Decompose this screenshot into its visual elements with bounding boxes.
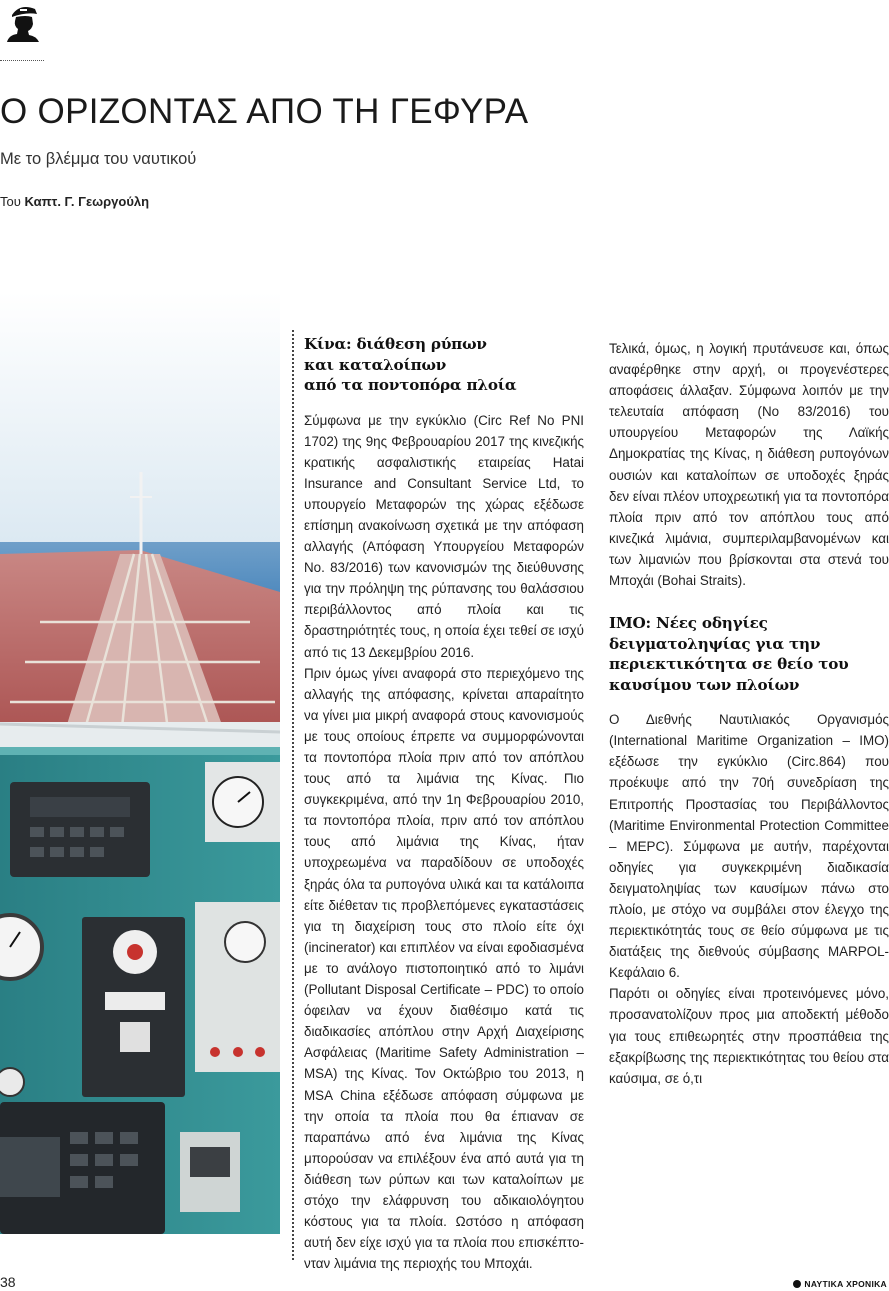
article-column-1: [304, 334, 584, 1274]
section-title: Ο ΟΡΙΖΟΝΤΑΣ ΑΠΟ ΤΗ ΓΕΦΥΡΑ: [0, 92, 529, 131]
article2-paragraph: Παρότι οι οδηγίες είναι προτεινόμενες μόνο, προσανατολίζουν προς μια αποδεκτή μέθοδο για τους επιθεωρητές στην προσπάθεια της εξακρίβωσης της περιεκτικότητας του θείου στα καύσιμα, σε ό,τι: [609, 986, 889, 1086]
page-number: 38: [0, 1274, 16, 1290]
brand-logo-icon: [793, 1280, 801, 1288]
brand-name: ΝΑΥΤΙΚΑ ΧΡΟΝΙΚΑ: [804, 1279, 887, 1289]
header-divider: [0, 60, 44, 61]
section-subtitle: Με το βλέμμα του ναυτικού: [0, 150, 197, 168]
ship-bridge-photo: [0, 292, 280, 1234]
article1-heading-line: από τα ποντοπόρα πλοία: [304, 376, 517, 394]
byline-prefix: Του: [0, 194, 21, 209]
article1-paragraph: Σύμφωνα με την εγκύκλιο (Circ Ref No PNI 1702) της 9ης Φεβρουαρίου 2017 της κινεζικής κρατικής ασφαλιστικής εταιρείας Hatai Insurance and Consultant Service Ltd, το υπουργείο Μεταφορών της χώρας εξέδωσε επίσημη ανακοίνωση σχετικά με την απόφαση αλλαγής (Απόφαση Υπουργείου Μεταφορών No. 83/2016) των κανονισμών της διεύθυνσης για την πρόληψη της ρύπανσης του θαλάσσιου περιβάλλοντος από πλοία και τις δραστηριότητές τους, η οποία έχει τεθεί σε ισχύ από τις 13 Δεκεμβρίου 2016.: [304, 412, 584, 660]
article1-paragraph: Πριν όμως γίνει αναφορά στο περιεχόμενο της αλλαγής της απόφασης, κρίνεται απαραίτητο να γίνει μια μικρή αναφορά στους κανονισμούς με τους οποίους έπρεπε να συμμορφώνονται τα ποντοπόρα πλοία πριν από τον απόπλου τους από τα λιμάνια της Κίνας. Πιο συγκεκριμένα, από την 1η Φεβρουαρίου 2010, τα ποντοπόρα πλοία, πριν από τον απόπλου τους από λιμάνια της Κίνας, ήταν υποχρεωμένα να παραδίδουν σε υποδοχές ξηράς όλα τα ρυπογόνα υλικά και τα κατάλοιπα είτε διέθεταν τις προβλεπόμενες εγκαταστάσεις για τη διαχείριση τους στο πλοίο είτε όχι (incinerator) και επιπλέον να είναι εφοδιασμένα με το ανάλογο πιστοποιητικό από το λιμάνι (Pollutant Disposal Certificate – PDC) το οποίο όφειλαν να έχουν διαθέσιμο κατά τις διαδικασίες απόπλου στην Αρχή Διαχείρισης Ασφάλειας (Maritime Safety Administration – MSA) της Κίνας. Τον Οκτώβριο του 2013, η MSA China εξέδωσε απόφαση σύμφωνα με την οποία τα πλοία που θα έπιαναν σε παραπάνω από ένα λιμάνια της Κίνας μπορούσαν να επιλέξουν ένα από αυτά για τη διάθεση των ρύπων και των καταλοίπων με στόχο την ελάφρυνση του αδικαιολόγητου κόστους για τα πλοία. Ωστόσο η απόφαση αυτή δεν είχε ισχύ για τα πλοία που επισκέπτονταν λιμάνια της περιοχής του Μποχάι.: [304, 665, 584, 1272]
article-column-2: [609, 338, 889, 1089]
article1-heading-line: και καταλοίπων: [304, 355, 447, 374]
byline-author: Καπτ. Γ. Γεωργούλη: [24, 194, 150, 209]
column-divider: [292, 330, 294, 1260]
article1-heading: [304, 334, 584, 396]
publication-brand: [793, 1279, 887, 1289]
article2-heading-line: ΙΜΟ: Νέες οδηγίες: [609, 614, 768, 633]
article1-heading-line: Κίνα: διάθεση ρύπων: [304, 335, 487, 353]
article2-heading-line: καυσίμου των πλοίων: [609, 675, 800, 694]
article1-paragraph: Τελικά, όμως, η λογική πρυτάνευσε και, όπως αναφέρθηκε στην αρχή, οι προγενέστερες αποφάσεις άλλαξαν. Σύμφωνα λοιπόν με την τελευταία απόφαση (No 83/2016) του υπουργείου Μεταφορών της Λαϊκής Δημοκρατίας της Κίνας, η διάθεση ρυπογόνων ουσιών και καταλοίπων σε υποδοχές ξηράς δεν είναι πλέον υποχρεωτική για τα ποντοπόρα πλοία πριν από τον απόπλου τους από κινεζικά λιμάνια, συμπεριλαμβανομένων και των λιμανιών που βρίσκονται στα στενά του Μποχάι (Bohai Straits).: [609, 341, 889, 589]
article2-heading-line: περιεκτικότητα σε θείο του: [609, 655, 849, 674]
article2-heading: [609, 613, 889, 695]
captain-silhouette-icon: [6, 2, 40, 42]
article2-paragraph: Ο Διεθνής Ναυτιλιακός Οργανισμός (International Maritime Organization – IMO) εξέδωσε την εγκύκλιο (Circ.864) που προέκυψε από την 70ή συνεδρίαση της Επιτροπής Προστασίας του Περιβάλλοντος (Maritime Environmental Protection Committee – MEPC). Σύμφωνα με αυτήν, παρέχονται οδηγίες για συγκεκριμένη διαδικασία δειγματοληψίας των καυσίμων πάνω στο πλοίο, με στόχο να συμβάλει στον έλεγχο της περιεκτικότητάς τους σε θείο σύμφωνα με τις διατάξεις της διεθνούς σύμβασης MARPOL-Κεφάλαιο 6.: [609, 712, 889, 981]
byline: [0, 194, 149, 209]
article2-heading-line: δειγματοληψίας για την: [609, 634, 821, 653]
